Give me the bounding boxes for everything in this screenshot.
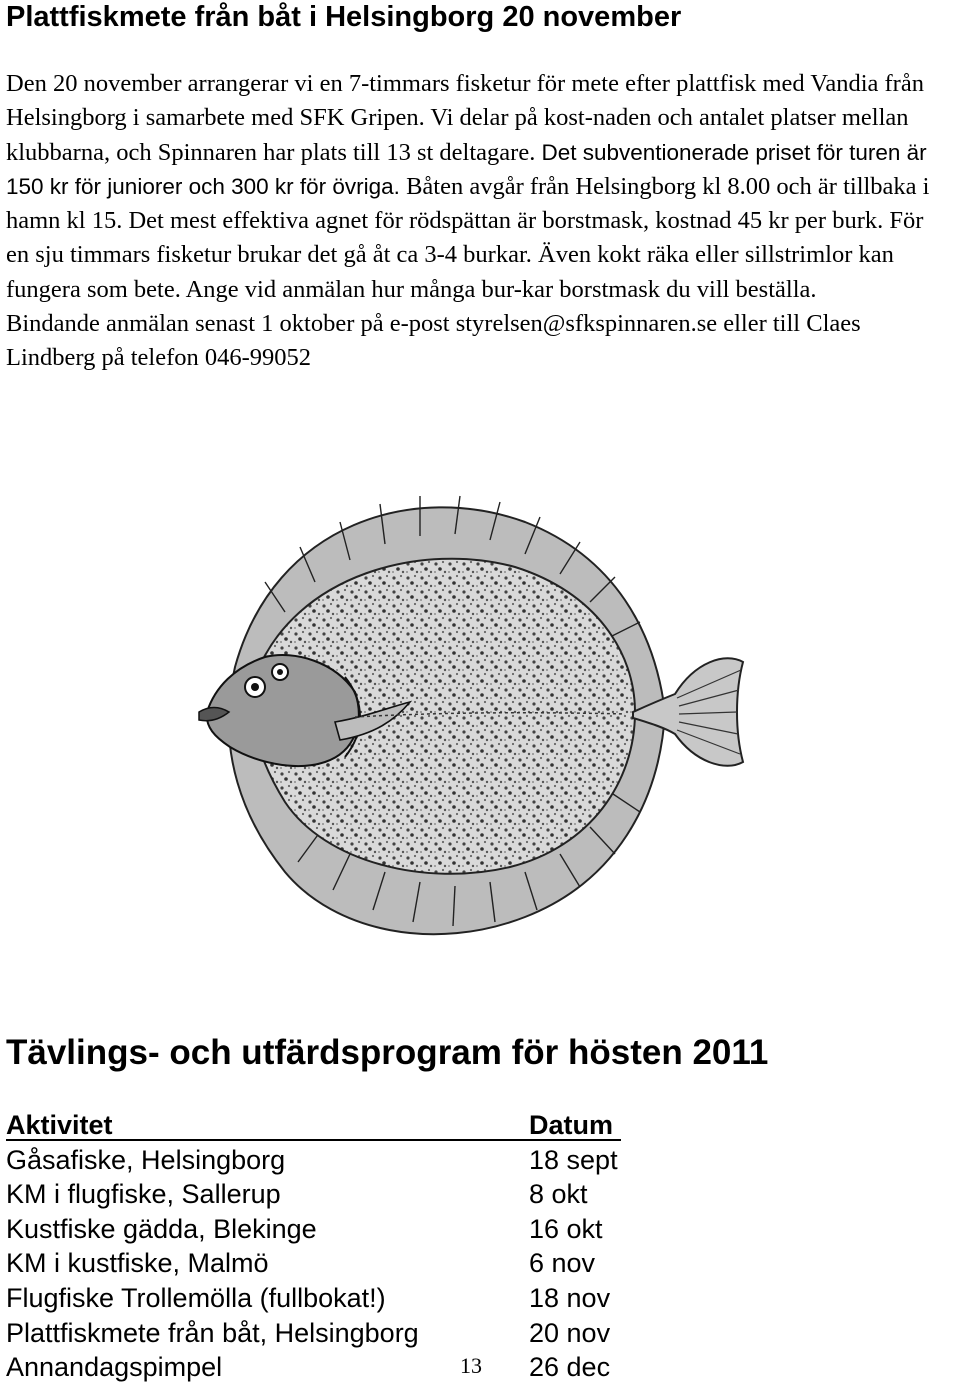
date-cell: 20 nov bbox=[529, 1317, 611, 1348]
article-text-part1: Den 20 november arrangerar vi en 7-timmars fisketur för mete efter plattfisk med Vandia från Helsingborg i samarbete med SFK Gripen. Vi delar på kost-naden och antalet platser mellan klubbarna, och Spinnaren har plats till 13 st deltagare. bbox=[6, 70, 924, 166]
date-cell: 8 okt bbox=[529, 1179, 588, 1210]
header-underline bbox=[6, 1139, 621, 1141]
article-title: Plattfiskmete från båt i Helsingborg 20 november bbox=[6, 1, 682, 33]
date-cell: 18 sept bbox=[529, 1144, 618, 1175]
program-row bbox=[6, 1246, 636, 1281]
program-row bbox=[6, 1212, 636, 1247]
program-title: Tävlings- och utfärdsprogram för hösten 2011 bbox=[6, 1033, 769, 1072]
program-row bbox=[6, 1177, 636, 1212]
program-row bbox=[6, 1143, 636, 1178]
program-row bbox=[6, 1316, 636, 1351]
article-body bbox=[6, 67, 946, 376]
program-row bbox=[6, 1350, 636, 1385]
article-price-text: Det subventionerade priset för turen är 150 kr för juniorer och 300 kr för övriga. bbox=[6, 139, 927, 199]
date-cell: 16 okt bbox=[529, 1213, 603, 1244]
article-registration-text: Bindande anmälan senast 1 oktober på e-post styrelsen@sfkspinnaren.se eller till Claes Lindberg på telefon 046-99052 bbox=[6, 310, 861, 372]
date-cell: 6 nov bbox=[529, 1248, 596, 1279]
activity-cell: Kustfiske gädda, Blekinge bbox=[6, 1213, 317, 1244]
activity-cell: KM i flugfiske, Sallerup bbox=[6, 1179, 281, 1210]
activity-cell: Annandagspimpel bbox=[6, 1352, 223, 1383]
activity-cell: Flugfiske Trollemölla (fullbokat!) bbox=[6, 1282, 386, 1313]
date-column-header: Datum bbox=[529, 1110, 614, 1140]
activity-cell: Plattfiskmete från båt, Helsingborg bbox=[6, 1317, 419, 1348]
activity-column-header: Aktivitet bbox=[6, 1110, 113, 1140]
activity-cell: Gåsafiske, Helsingborg bbox=[6, 1144, 286, 1175]
date-cell: 26 dec bbox=[529, 1352, 611, 1383]
activity-cell: KM i kustfiske, Malmö bbox=[6, 1248, 269, 1279]
program-header-row bbox=[6, 1108, 636, 1143]
page-number: 13 bbox=[460, 1353, 482, 1378]
program-table bbox=[6, 1108, 636, 1385]
article-text-part2: Båten avgår från Helsingborg kl 8.00 och är tillbaka i hamn kl 15. Det mest effektiva agnet för rödspättan är borstmask, kostnad 45 kr per burk. För en sju timmars fisketur brukar det gå åt ca 3-4 burkar. Även kokt räka eller sillstrimlor kan fungera som bete. Ange vid anmälan hur många bur-kar borstmask du vill beställa. bbox=[6, 172, 930, 303]
date-cell: 18 nov bbox=[529, 1282, 611, 1313]
flatfish-illustration bbox=[195, 462, 755, 992]
program-row bbox=[6, 1281, 636, 1316]
